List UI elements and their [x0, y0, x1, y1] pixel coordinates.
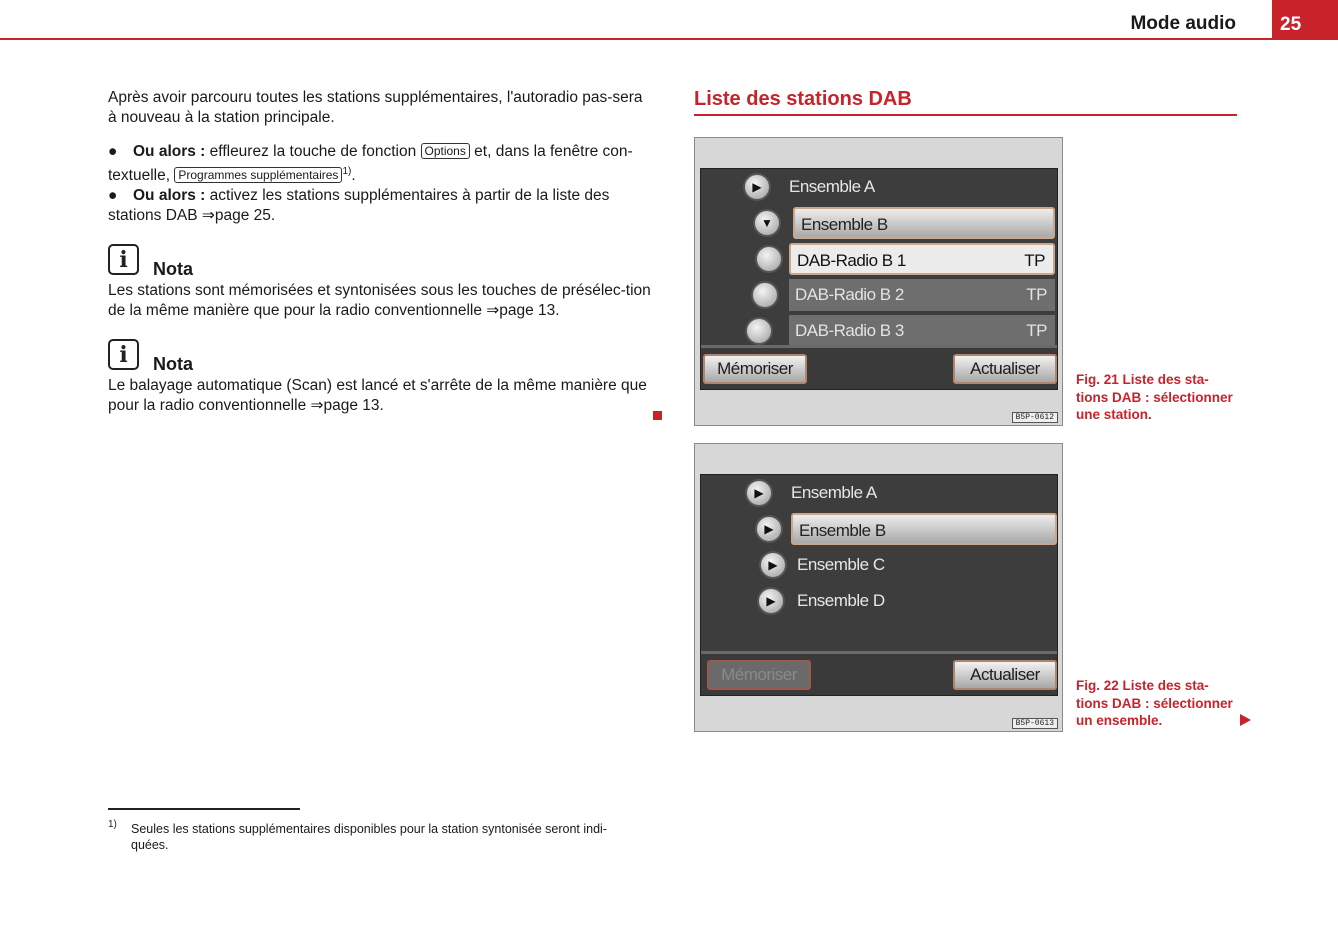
list-item-label: Ensemble D: [797, 591, 885, 610]
nota-text-2: Le balayage automatique (Scan) est lancé et s'arrête de la même manière que pour la radio conventionnelle ⇒page 13.: [108, 377, 647, 414]
memorize-button: Mémoriser: [707, 660, 811, 690]
list-item-label: [789, 315, 1055, 347]
right-section-title: Liste des stations DAB: [694, 88, 912, 110]
figure-code: B5P-0613: [1012, 718, 1058, 729]
figure-21-caption: Fig. 21 Liste des sta-tions DAB : sélectionner une station.: [1076, 372, 1233, 422]
page-number: 25: [1272, 0, 1338, 40]
expand-arrow-icon[interactable]: ▶: [745, 479, 773, 507]
section-end-mark: [653, 411, 662, 420]
list-item-label: Ensemble B: [791, 513, 1057, 545]
figure-21-screen: [694, 137, 1063, 426]
nota-title: Nota: [153, 259, 193, 279]
nota-heading-2: [108, 339, 653, 374]
footnote-ref: 1): [342, 166, 352, 177]
tp-badge: TP: [1026, 321, 1047, 340]
station-icon: [745, 317, 773, 345]
expand-arrow-icon[interactable]: ▶: [759, 551, 787, 579]
bullet-item-1: [108, 142, 653, 186]
ensemble-list-panel: [700, 474, 1058, 696]
button-bar: [701, 345, 1057, 389]
bullet-text: activez les stations supplémentaires à partir de la liste des stations DAB ⇒page 25.: [108, 187, 610, 224]
station-list-panel: [700, 168, 1058, 390]
figure-22-screen: [694, 443, 1063, 732]
info-icon: i: [108, 339, 139, 370]
figure-22-caption: Fig. 22 Liste des sta-tions DAB : sélectionner un ensemble.: [1076, 678, 1233, 728]
bullet-lead: Ou alors :: [133, 143, 206, 160]
bullet-dot: ●: [108, 187, 118, 204]
left-column: [108, 88, 653, 416]
continue-arrow-icon: [1240, 714, 1251, 726]
button-bar: [701, 651, 1057, 695]
list-item-label: Ensemble B: [793, 207, 1055, 239]
refresh-button[interactable]: Actualiser: [953, 660, 1057, 690]
list-item-label: [789, 243, 1055, 275]
nota-heading-1: [108, 244, 653, 279]
footnote: [108, 821, 638, 853]
bullet-text: effleurez la touche de fonction: [205, 143, 421, 160]
station-icon: [755, 245, 783, 273]
list-item-label: Ensemble A: [789, 177, 875, 196]
footnote-number: 1): [108, 819, 117, 830]
section-title: Mode audio: [1130, 13, 1236, 34]
station-name: DAB-Radio B 3: [795, 321, 904, 340]
header-rule: [0, 38, 1338, 40]
list-item-label: Ensemble C: [797, 555, 885, 574]
station-name: DAB-Radio B 2: [795, 285, 904, 304]
tp-badge: TP: [1026, 285, 1047, 304]
right-section-rule: [694, 114, 1237, 116]
refresh-button[interactable]: Actualiser: [953, 354, 1057, 384]
tp-badge: TP: [1024, 251, 1045, 270]
station-name: DAB-Radio B 1: [797, 251, 906, 270]
list-item-label: Ensemble A: [791, 483, 877, 502]
figure-code: B5P-0612: [1012, 412, 1058, 423]
list-item-label: [789, 279, 1055, 311]
expand-arrow-icon[interactable]: ▶: [755, 515, 783, 543]
expand-arrow-icon[interactable]: ▶: [743, 173, 771, 201]
nota-text-1: Les stations sont mémorisées et syntonisées sous les touches de présélec-tion de la même manière que pour la radio conventionnelle ⇒page 13.: [108, 282, 651, 319]
nota-title: Nota: [153, 354, 193, 374]
expand-arrow-icon[interactable]: ▶: [757, 587, 785, 615]
intro-paragraph: Après avoir parcouru toutes les stations supplémentaires, l'autoradio pas-sera à nouveau à la station principale.: [108, 89, 643, 126]
bullet-item-2: [108, 186, 653, 226]
extra-programs-key: Programmes supplémentaires: [174, 167, 342, 183]
bullet-text: .: [351, 167, 356, 184]
bullet-lead: Ou alors :: [133, 187, 206, 204]
footnote-text: Seules les stations supplémentaires disponibles pour la station syntonisée seront indi-quées.: [131, 822, 607, 852]
bullet-text: et, dans la fenêtre con-textuelle,: [108, 143, 633, 184]
memorize-button[interactable]: Mémoriser: [703, 354, 807, 384]
collapse-arrow-icon[interactable]: ▼: [753, 209, 781, 237]
footnote-rule: [108, 808, 300, 810]
station-icon: [751, 281, 779, 309]
bullet-dot: ●: [108, 143, 118, 160]
options-key: Options: [421, 143, 470, 159]
info-icon: i: [108, 244, 139, 275]
